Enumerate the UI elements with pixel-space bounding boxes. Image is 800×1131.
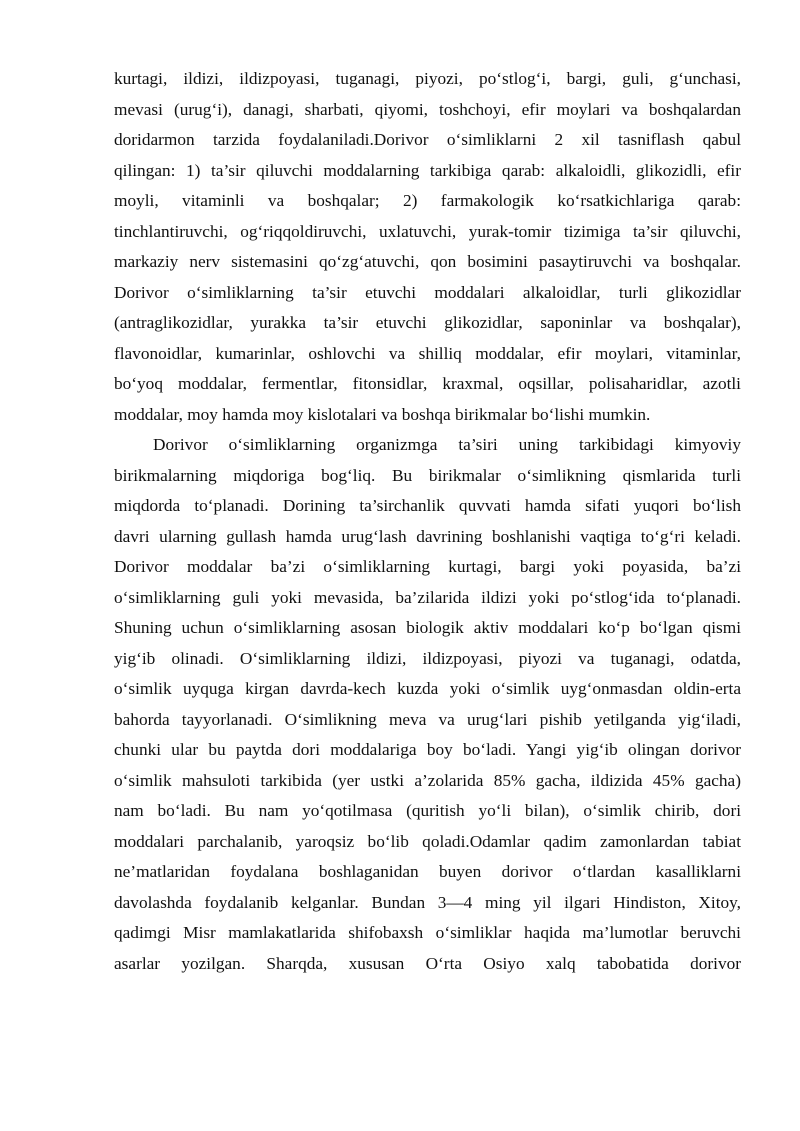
text-line: tinchlantiruvchi, og‘riqqoldiruvchi, uxlatuvchi, yurak-tomir tizimiga ta’sir qiluvchi, (114, 221, 741, 241)
text-line: nam bo‘ladi. Bu nam yo‘qotilmasa (quritish yo‘li bilan), o‘simlik chirib, dori (114, 801, 741, 820)
text-line: birikmalarning miqdoriga bog‘liq. Bu birikmalar o‘simlikning qismlarida turli (114, 465, 741, 485)
text-line: davri ularning gullash hamda urug‘lash davrining boshlanishi vaqtiga to‘g‘ri keladi. (114, 526, 741, 546)
text-line: bahorda tayyorlanadi. O‘simlikning meva va urug‘lari pishib yetilganda yig‘iladi, (114, 709, 741, 729)
text-line: asarlar yozilgan. Sharqda, xususan O‘rta Osiyo xalq tabobatida dorivor (114, 953, 741, 973)
text-line: o‘simlik uyquga kirgan davrda-kech kuzda yoki o‘simlik uyg‘onmasdan oldin-erta (114, 679, 741, 698)
paragraph-2 (114, 430, 741, 979)
paragraph-1 (114, 64, 741, 430)
text-line: moyli, vitaminli va boshqalar; 2) farmakologik ko‘rsatkichlariga qarab: (114, 191, 741, 210)
text-line: doridarmon tarzida foydalaniladi.Dorivor o‘simliklarni 2 xil tasniflash qabul (114, 130, 741, 149)
text-line: Dorivor o‘simliklarning ta’sir etuvchi moddalari alkaloidlar, turli glikozidlar (114, 282, 741, 302)
text-line: moddalari parchalanib, yaroqsiz bo‘lib qoladi.Odamlar qadim zamonlardan tabiat (114, 831, 741, 851)
text-line: mevasi (urug‘i), danagi, sharbati, qiyomi, toshchoyi, efir moylari va boshqalardan (114, 99, 741, 119)
text-line: ne’matlaridan foydalana boshlaganidan buyen dorivor o‘tlardan kasalliklarni (114, 862, 741, 881)
text-line: flavonoidlar, kumarinlar, oshlovchi va shilliq moddalar, efir moylari, vitaminlar, (114, 343, 741, 363)
text-line: qilingan: 1) ta’sir qiluvchi moddalarning tarkibiga qarab: alkaloidli, glikozidli, efir (114, 160, 741, 180)
text-line: moddalar, moy hamda moy kislotalari va boshqa birikmalar bo‘lishi mumkin. (114, 404, 651, 424)
text-line: qadimgi Misr mamlakatlarida shifobaxsh o‘simliklar haqida ma’lumotlar beruvchi (114, 923, 741, 942)
text-line: miqdorda to‘planadi. Dorining ta’sirchanlik quvvati hamda sifati yuqori bo‘lish (114, 496, 741, 515)
document-page (114, 64, 741, 979)
text-line: Shuning uchun o‘simliklarning asosan biologik aktiv moddalari ko‘p bo‘lgan qismi (114, 618, 741, 637)
text-line: markaziy nerv sistemasini qo‘zg‘atuvchi, qon bosimini pasaytiruvchi va boshqalar. (114, 252, 741, 271)
text-line: kurtagi, ildizi, ildizpoyasi, tuganagi, piyozi, po‘stlog‘i, bargi, guli, g‘unchasi, (114, 69, 741, 88)
text-line: Dorivor o‘simliklarning organizmga ta’siri uning tarkibidagi kimyoviy (153, 435, 741, 454)
text-line: davolashda foydalanib kelganlar. Bundan 3—4 ming yil ilgari Hindiston, Xitoy, (114, 892, 741, 912)
text-line: o‘simliklarning guli yoki mevasida, ba’zilarida ildizi yoki po‘stlog‘ida to‘planadi. (114, 587, 741, 607)
text-line: Dorivor moddalar ba’zi o‘simliklarning kurtagi, bargi yoki poyasida, ba’zi (114, 557, 741, 576)
text-line: yig‘ib olinadi. O‘simliklarning ildizi, ildizpoyasi, piyozi va tuganagi, odatda, (114, 648, 741, 668)
text-line: chunki ular bu paytda dori moddalariga boy bo‘ladi. Yangi yig‘ib olingan dorivor (114, 740, 741, 759)
text-line: (antraglikozidlar, yurakka ta’sir etuvchi glikozidlar, saponinlar va boshqalar), (114, 313, 741, 332)
text-line: bo‘yoq moddalar, fermentlar, fitonsidlar, kraxmal, oqsillar, polisaharidlar, azotli (114, 374, 741, 393)
text-line: o‘simlik mahsuloti tarkibida (yer ustki a’zolarida 85% gacha, ildizida 45% gacha) (114, 770, 741, 790)
